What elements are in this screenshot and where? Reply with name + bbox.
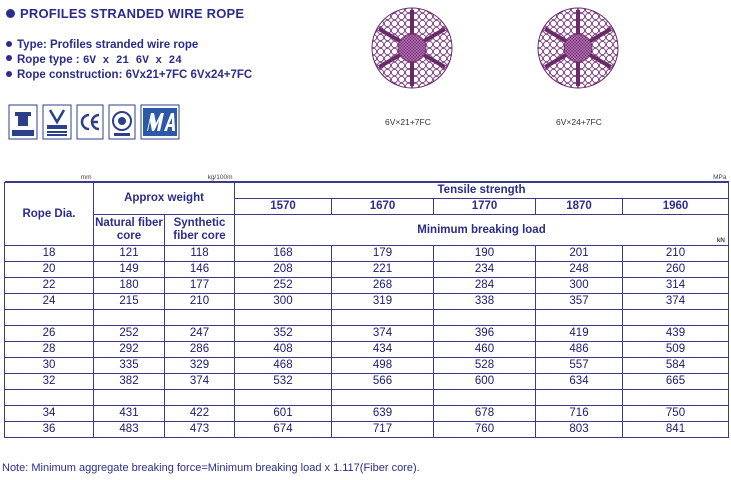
empty-cell: [235, 390, 332, 406]
table-row: [5, 326, 729, 342]
unit-kg-100m: kg/100m: [207, 174, 233, 181]
cell-breaking-load: 252: [235, 278, 332, 294]
grade-header: 1960: [623, 199, 729, 215]
grade-header: 1570: [235, 199, 332, 215]
cell-breaking-load: 338: [434, 294, 536, 310]
cell-breaking-load: 300: [536, 278, 623, 294]
table-body: [5, 246, 729, 438]
cell-breaking-load: 600: [434, 374, 536, 390]
cell-breaking-load: 557: [536, 358, 623, 374]
cell-breaking-load: 665: [623, 374, 729, 390]
unit-dia-cell: [5, 172, 94, 183]
cell-synthetic-weight: 247: [165, 326, 235, 342]
cell-breaking-load: 803: [536, 422, 623, 438]
spec-rope-type-value: 6V x 21 6V x 24: [82, 54, 182, 67]
cell-natural-weight: 382: [94, 374, 165, 390]
cell-breaking-load: 314: [623, 278, 729, 294]
header-synthetic-fiber-core: Synthetic fiber core: [165, 215, 235, 246]
cell-breaking-load: 374: [623, 294, 729, 310]
cell-breaking-load: 210: [623, 246, 729, 262]
grade-header: 1670: [332, 199, 434, 215]
cell-breaking-load: 639: [332, 406, 434, 422]
spec-list: [6, 38, 252, 83]
cell-breaking-load: 190: [434, 246, 536, 262]
cell-synthetic-weight: 286: [165, 342, 235, 358]
cell-synthetic-weight: 146: [165, 262, 235, 278]
cell-rope-dia: 30: [5, 358, 94, 374]
cell-rope-dia: 26: [5, 326, 94, 342]
cell-synthetic-weight: 177: [165, 278, 235, 294]
empty-cell: [94, 310, 165, 326]
cell-breaking-load: 201: [536, 246, 623, 262]
cell-breaking-load: 208: [235, 262, 332, 278]
cell-synthetic-weight: 422: [165, 406, 235, 422]
rope-section-6v24-icon: [536, 6, 620, 90]
cell-natural-weight: 121: [94, 246, 165, 262]
cell-rope-dia: 22: [5, 278, 94, 294]
empty-cell: [332, 310, 434, 326]
table-separator-row: [5, 390, 729, 406]
empty-cell: [165, 390, 235, 406]
empty-cell: [5, 390, 94, 406]
cell-rope-dia: 32: [5, 374, 94, 390]
certification-seal-icon: [108, 104, 136, 140]
unit-strength-cell: [235, 172, 729, 183]
cell-breaking-load: 434: [332, 342, 434, 358]
ukas-logo-icon: [42, 104, 72, 140]
rope-section-label: 6V×24+7FC: [556, 117, 602, 127]
cell-breaking-load: 750: [623, 406, 729, 422]
unit-mm: mm: [80, 174, 92, 181]
header-rope-dia: Rope Dia.: [5, 183, 94, 246]
empty-cell: [536, 310, 623, 326]
cell-breaking-load: 486: [536, 342, 623, 358]
unit-kn: kN: [716, 237, 725, 244]
cell-natural-weight: 483: [94, 422, 165, 438]
empty-cell: [434, 390, 536, 406]
empty-cell: [165, 310, 235, 326]
spec-rope-type: [6, 53, 252, 69]
cell-breaking-load: 300: [235, 294, 332, 310]
cell-breaking-load: 717: [332, 422, 434, 438]
cell-breaking-load: 584: [623, 358, 729, 374]
cell-synthetic-weight: 210: [165, 294, 235, 310]
cell-natural-weight: 180: [94, 278, 165, 294]
empty-cell: [94, 390, 165, 406]
cell-breaking-load: 319: [332, 294, 434, 310]
table-row: [5, 342, 729, 358]
cell-breaking-load: 528: [434, 358, 536, 374]
table-row: [5, 406, 729, 422]
ccqs-logo-icon: [8, 104, 38, 140]
header-min-breaking-load-text: Minimum breaking load: [417, 223, 546, 236]
cell-natural-weight: 252: [94, 326, 165, 342]
cell-rope-dia: 24: [5, 294, 94, 310]
cell-breaking-load: 601: [235, 406, 332, 422]
cell-breaking-load: 716: [536, 406, 623, 422]
empty-cell: [434, 310, 536, 326]
cell-synthetic-weight: 374: [165, 374, 235, 390]
spec-construction: [6, 68, 252, 83]
cell-breaking-load: 357: [536, 294, 623, 310]
footnote: Note: Minimum aggregate breaking force=Minimum breaking load x 1.117(Fiber core).: [2, 462, 420, 474]
cell-breaking-load: 408: [235, 342, 332, 358]
cell-synthetic-weight: 118: [165, 246, 235, 262]
table-row: [5, 262, 729, 278]
page-title: [6, 6, 244, 21]
rope-spec-table: [4, 172, 729, 438]
empty-cell: [623, 310, 729, 326]
cell-breaking-load: 498: [332, 358, 434, 374]
cell-breaking-load: 179: [332, 246, 434, 262]
cell-breaking-load: 284: [434, 278, 536, 294]
cell-breaking-load: 248: [536, 262, 623, 278]
cell-breaking-load: 419: [536, 326, 623, 342]
ce-logo-icon: [76, 104, 104, 140]
spec-type-text: Type: Profiles stranded wire rope: [17, 39, 199, 51]
cell-synthetic-weight: 329: [165, 358, 235, 374]
empty-cell: [5, 310, 94, 326]
page-title-text: PROFILES STRANDED WIRE ROPE: [20, 6, 245, 21]
spec-rope-type-label: Rope type :: [17, 53, 83, 66]
cell-breaking-load: 566: [332, 374, 434, 390]
cell-breaking-load: 221: [332, 262, 434, 278]
cell-breaking-load: 678: [434, 406, 536, 422]
cell-breaking-load: 674: [235, 422, 332, 438]
table-separator-row: [5, 310, 729, 326]
header-natural-fiber-core: Natural fiber core: [94, 215, 165, 246]
cell-natural-weight: 292: [94, 342, 165, 358]
table-row: [5, 278, 729, 294]
unit-mpa: MPa: [713, 174, 727, 181]
empty-cell: [332, 390, 434, 406]
table-row: [5, 246, 729, 262]
cell-breaking-load: 168: [235, 246, 332, 262]
header-min-breaking-load: [235, 215, 729, 246]
ma-logo-icon: [140, 104, 180, 140]
cell-rope-dia: 36: [5, 422, 94, 438]
cell-breaking-load: 841: [623, 422, 729, 438]
cell-breaking-load: 439: [623, 326, 729, 342]
unit-weight-cell: [94, 172, 235, 183]
cell-breaking-load: 268: [332, 278, 434, 294]
cell-breaking-load: 352: [235, 326, 332, 342]
title-bullet-icon: [6, 9, 15, 18]
table-row: [5, 422, 729, 438]
cell-natural-weight: 431: [94, 406, 165, 422]
cell-rope-dia: 34: [5, 406, 94, 422]
cell-natural-weight: 149: [94, 262, 165, 278]
header-tensile-strength: Tensile strength: [235, 183, 729, 199]
cell-breaking-load: 460: [434, 342, 536, 358]
table-row: [5, 294, 729, 310]
cell-rope-dia: 18: [5, 246, 94, 262]
cell-synthetic-weight: 473: [165, 422, 235, 438]
cell-breaking-load: 532: [235, 374, 332, 390]
cell-breaking-load: 760: [434, 422, 536, 438]
grade-header: 1770: [434, 199, 536, 215]
bullet-icon: [6, 55, 12, 61]
cell-breaking-load: 374: [332, 326, 434, 342]
cell-breaking-load: 634: [536, 374, 623, 390]
cell-rope-dia: 28: [5, 342, 94, 358]
header-approx-weight: Approx weight: [94, 183, 235, 215]
table-row: [5, 374, 729, 390]
cell-breaking-load: 468: [235, 358, 332, 374]
empty-cell: [536, 390, 623, 406]
empty-cell: [235, 310, 332, 326]
cell-natural-weight: 215: [94, 294, 165, 310]
bullet-icon: [6, 71, 12, 77]
grade-header: 1870: [536, 199, 623, 215]
rope-section-label: 6V×21+7FC: [385, 117, 431, 127]
cell-breaking-load: 234: [434, 262, 536, 278]
cell-breaking-load: 396: [434, 326, 536, 342]
cell-breaking-load: 260: [623, 262, 729, 278]
rope-section-6v21-icon: [370, 6, 454, 90]
bullet-icon: [6, 41, 12, 47]
empty-cell: [623, 390, 729, 406]
spec-construction-text: Rope construction: 6Vx21+7FC 6Vx24+7FC: [17, 69, 253, 81]
cell-natural-weight: 335: [94, 358, 165, 374]
table-row: [5, 358, 729, 374]
spec-type: [6, 38, 252, 53]
cell-rope-dia: 20: [5, 262, 94, 278]
cell-breaking-load: 509: [623, 342, 729, 358]
